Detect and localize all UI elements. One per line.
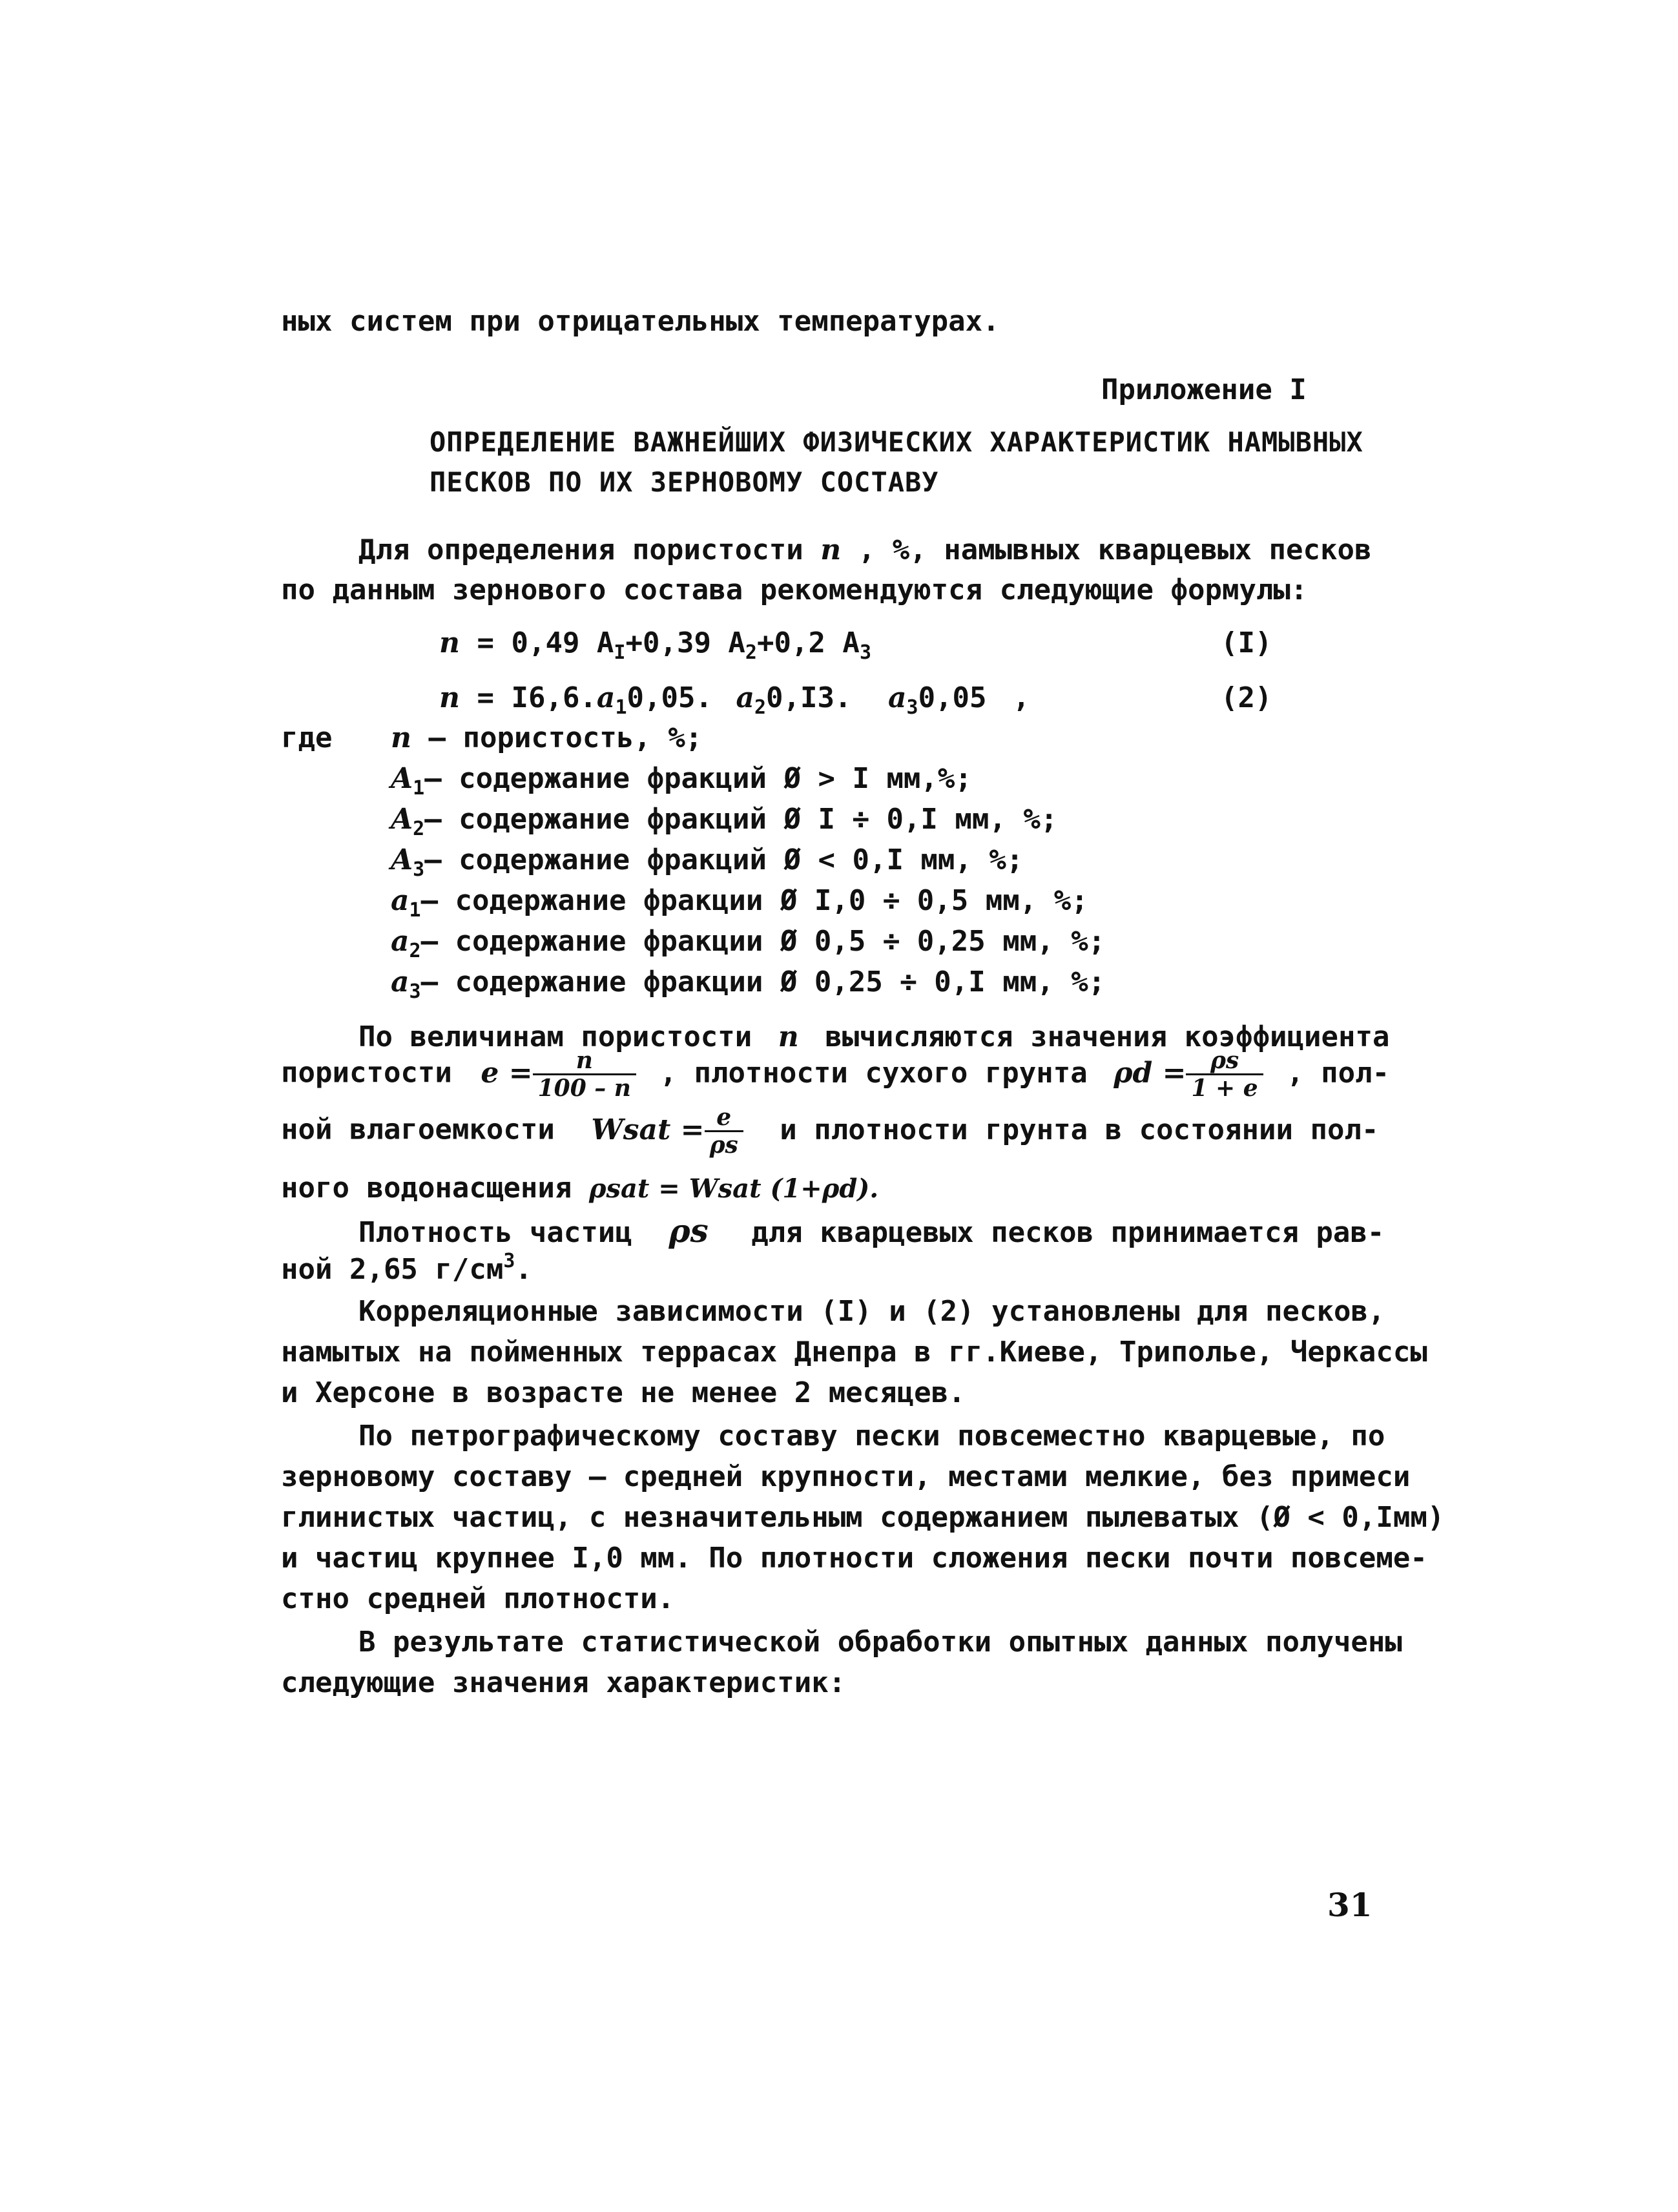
particle-density-symbol: ρs (668, 1212, 709, 1250)
intro-text-b: , %, намывных кварцевых песков (858, 533, 1372, 566)
formula-2-comma: , (1013, 681, 1030, 714)
para-5-line: стно средней плотности. (281, 1582, 675, 1615)
def-sub: 1 (409, 899, 421, 922)
formula-2-a2-sub: 2 (754, 696, 767, 719)
formula-2-a3-sub: 3 (906, 696, 918, 719)
def-symbol: a (391, 884, 409, 917)
formula-1-number: (I) (1221, 626, 1272, 659)
def-symbol: A (391, 843, 413, 876)
formula-2-power-3: 0,05 (918, 681, 987, 714)
where-label: где (281, 721, 333, 754)
def-sub: 1 (413, 777, 425, 800)
def-symbol: n (391, 721, 411, 754)
para-2-n: n (778, 1020, 799, 1053)
intro-line-2: по данным зернового состава рекомендуются следующие формулы: (281, 574, 1308, 606)
formula-2-a2: a (736, 681, 754, 714)
dry-density-fraction (1186, 1048, 1263, 1101)
formula-2-power-1: 0,05. (627, 681, 712, 714)
dry-density-lhs: ρd = (1113, 1056, 1186, 1090)
formula-2-a1-sub: 1 (615, 696, 627, 719)
definition-row (391, 925, 1105, 962)
saturated-density-formula: ρsat = Wsat (1+ρd). (588, 1173, 879, 1204)
formula-1 (439, 626, 871, 664)
formula-2-n: n (439, 681, 460, 714)
para-3-superscript: 3 (503, 1250, 515, 1272)
def-symbol: A (391, 803, 413, 836)
def-text: – содержание фракций Ø < 0,I мм, %; (424, 843, 1024, 876)
void-ratio-denominator: 100 – n (537, 1075, 631, 1102)
intro-text-a: Для определения пористости (358, 533, 803, 566)
def-text: – содержание фракции Ø I,0 ÷ 0,5 мм, %; (420, 884, 1088, 917)
def-symbol: A (391, 762, 413, 795)
para-5-line: По петрографическому составу пески повсеместно кварцевые, по (358, 1420, 1385, 1452)
para-5-line: зерновому составу – средней крупности, местами мелкие, без примеси (281, 1460, 1411, 1493)
page-title-line-2: ПЕСКОВ ПО ИХ ЗЕРНОВОМУ СОСТАВУ (430, 466, 939, 498)
formula-2-power-2: 0,I3. (766, 681, 852, 714)
appendix-label: Приложение I (1101, 373, 1307, 406)
def-sub: 3 (409, 980, 421, 1003)
void-ratio-fraction (533, 1048, 636, 1101)
para-6-line: следующие значения характеристик: (281, 1666, 846, 1699)
moisture-fraction (705, 1104, 743, 1158)
para-2-line-2 (281, 1048, 1389, 1101)
page-number: 31 (1327, 1886, 1372, 1924)
def-text: – содержание фракций Ø > I мм,%; (424, 762, 972, 795)
definition-row (391, 803, 1057, 840)
definition-row (391, 884, 1088, 922)
para-5-line: глинистых частиц, с незначительным содержанием пылеватых (Ø < 0,Iмм) (281, 1501, 1445, 1534)
para-3-text-c: ной 2,65 г/см (281, 1253, 504, 1286)
para-2-text-d: , плотности сухого грунта (659, 1056, 1088, 1090)
formula-1-sub-3: 3 (859, 641, 871, 664)
para-2-line-4 (281, 1172, 878, 1204)
def-text: – содержание фракции Ø 0,5 ÷ 0,25 мм, %; (420, 925, 1106, 958)
top-line: ных систем при отрицательных температурах. (281, 305, 1000, 338)
moisture-denominator: ρs (709, 1132, 738, 1159)
formula-2-number: (2) (1221, 681, 1272, 714)
dry-density-numerator: ρs (1186, 1048, 1263, 1075)
formula-1-term-2: +0,39 A (625, 626, 745, 659)
def-sub: 2 (409, 940, 421, 962)
para-5-line: и частиц крупнее I,0 мм. По плотности сложения пески почти повсеме- (281, 1542, 1427, 1575)
para-2-text-a: По величинам пористости (358, 1020, 752, 1053)
def-symbol: a (391, 925, 409, 958)
def-text: – содержание фракции Ø 0,25 ÷ 0,I мм, %; (420, 966, 1106, 998)
def-text: – содержание фракций Ø I ÷ 0,I мм, %; (424, 803, 1058, 836)
page-title-line-1: ОПРЕДЕЛЕНИЕ ВАЖНЕЙШИХ ФИЗИЧЕСКИХ ХАРАКТЕРИСТИК НАМЫВНЫХ (430, 426, 1363, 458)
definition-row (391, 721, 702, 759)
dry-density-denominator: 1 + e (1191, 1075, 1258, 1102)
formula-1-sub-1: I (614, 641, 626, 664)
intro-line-1 (358, 533, 1371, 566)
definition-row (391, 762, 972, 800)
formula-1-sub-2: 2 (745, 641, 757, 664)
formula-1-term-1: = 0,49 A (460, 626, 614, 659)
formula-2-term-1: = I6,6. (460, 681, 597, 714)
para-2-text-g: и плотности грунта в состоянии пол- (780, 1113, 1379, 1146)
para-3-text-a: Плотность частиц (358, 1216, 632, 1249)
formula-2-a1: a (596, 681, 616, 714)
para-2-text-b: вычисляются значения коэффициента (825, 1020, 1390, 1053)
para-2-text-e: , пол- (1287, 1056, 1390, 1090)
para-3-line-1 (358, 1212, 1384, 1250)
def-sub: 3 (413, 858, 425, 881)
para-4-line: намытых на пойменных террасах Днепра в гг.Киеве, Триполье, Черкассы (281, 1336, 1427, 1369)
para-4-line: Корреляционные зависимости (I) и (2) установлены для песков, (358, 1295, 1385, 1328)
porosity-symbol: n (820, 533, 842, 566)
para-2-text-f: ной влагоемкости (281, 1113, 555, 1146)
para-2-text-c: пористости (281, 1056, 452, 1090)
formula-2-a3: a (887, 681, 907, 714)
para-2-line-3 (281, 1104, 1378, 1158)
para-4-line: и Херсоне в возрасте не менее 2 месяцев. (281, 1376, 966, 1409)
definition-row (391, 966, 1105, 1003)
void-ratio-numerator: n (533, 1048, 636, 1075)
formula-1-term-3: +0,2 A (756, 626, 860, 659)
def-sub: 2 (413, 818, 425, 840)
void-ratio-lhs: e = (481, 1056, 533, 1090)
def-text: – пористость, %; (411, 721, 703, 754)
formula-2 (439, 681, 1030, 719)
para-2-text-h: ного водонасщения (281, 1172, 572, 1204)
para-3-text-b: для кварцевых песков принимается рав- (751, 1216, 1385, 1249)
def-symbol: a (391, 966, 409, 998)
para-3-line-2 (281, 1250, 532, 1286)
formula-1-n: n (439, 626, 460, 659)
para-6-line: В результате статистической обработки опытных данных получены (358, 1626, 1402, 1659)
moisture-lhs: Wsat = (591, 1113, 705, 1146)
definition-row (391, 843, 1023, 881)
moisture-numerator: e (705, 1104, 743, 1132)
para-3-period: . (515, 1253, 532, 1286)
